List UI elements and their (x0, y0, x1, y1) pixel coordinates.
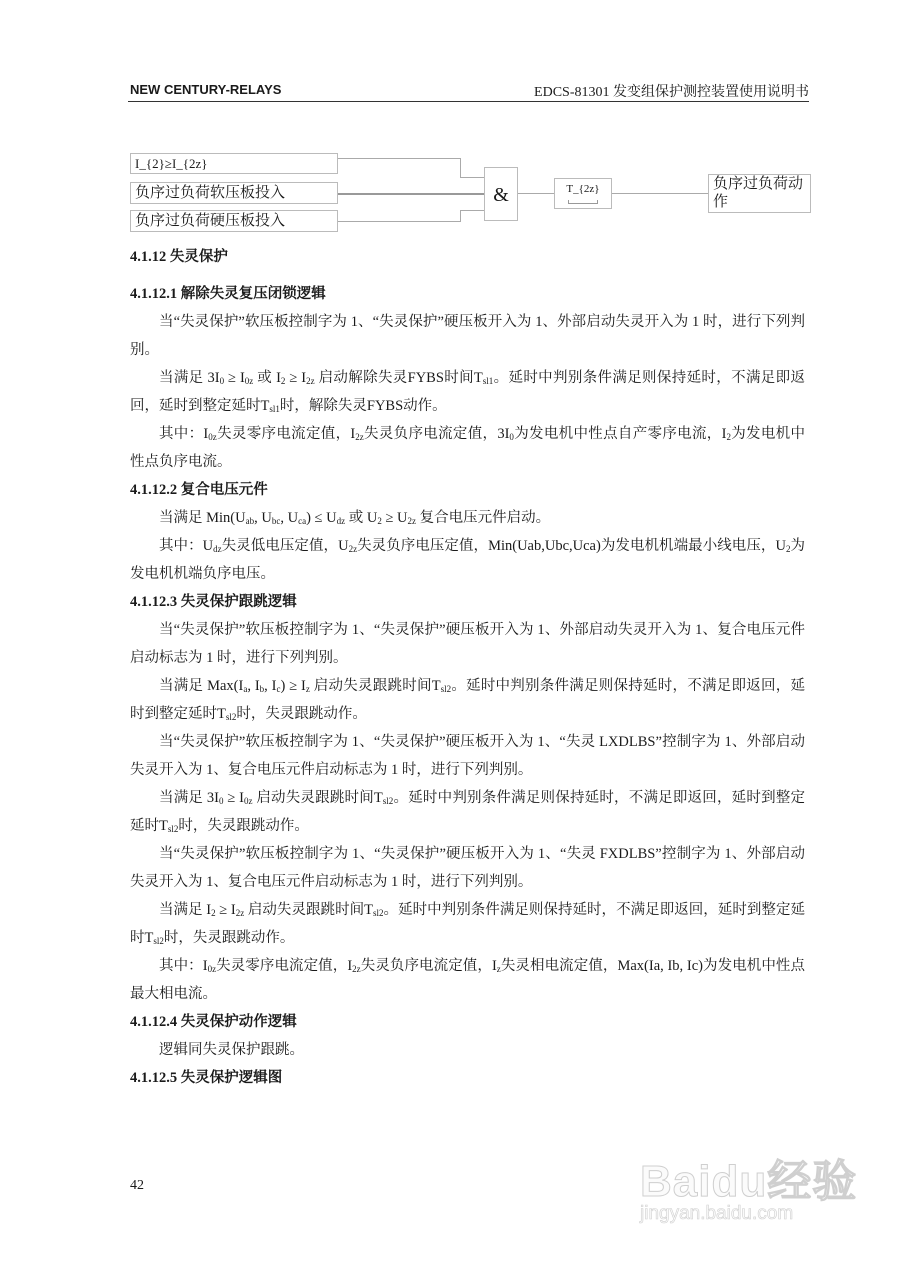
paragraph: 当满足 $Max(I_a$, $I_b$, $I_c) \ge I_z$ 启动失灵跟跳时间$T_{sl2}$。延时中判别条件满足则保持延时，不满足即返回，延时到整定延时$T_{sl2}$时，失灵跟跳动作。 (130, 678, 805, 722)
section-heading: 4.1.12.2 复合电压元件 (130, 482, 268, 498)
diagram-input-2: 负序过负荷软压板投入 (130, 182, 338, 204)
paragraph: 当“失灵保护”软压板控制字为 1、“失灵保护”硬压板开入为 1、外部启动失灵开入为 1 时，进行下列判别。 (130, 314, 805, 358)
paragraph: 其中：$I_{0z}$失灵零序电流定值，$I_{2z}$失灵负序电流定值，$3I_0$为发电机中性点自产零序电流，$I_2$为发电机中性点负序电流。 (130, 426, 805, 470)
section-heading: 4.1.12.1 解除失灵复压闭锁逻辑 (130, 286, 326, 302)
header-manual-title: EDCS-81301 发变组保护测控装置使用说明书 (534, 85, 809, 100)
wire (518, 193, 554, 194)
paragraph: 当“失灵保护”软压板控制字为 1、“失灵保护”硬压板开入为 1、“失灵 LXDLBS”控制字为 1、外部启动失灵开入为 1、复合电压元件启动标志为 1 时，进行下列判别。 (130, 734, 805, 778)
paragraph: 当满足 $I_2 \ge I_{2z}$ 启动失灵跟跳时间$T_{sl2}$。延时中判别条件满足则保持延时，不满足即返回，延时到整定延时$T_{sl2}$时，失灵跟跳动作。 (130, 902, 805, 946)
wire (460, 210, 461, 222)
wire (460, 210, 484, 211)
wire (338, 221, 461, 222)
logic-diagram (0, 0, 905, 250)
diagram-input-1: I_{2}≥I_{2z} (130, 153, 338, 174)
watermark-url: jingyan.baidu.com (640, 1203, 794, 1224)
wire (460, 158, 461, 177)
document-body (130, 243, 805, 1092)
paragraph: 当满足 $3I_0 \ge I_{0z}$ 或 $I_2 \ge I_{2z}$ 启动解除失灵FYBS时间$T_{sl1}$。延时中判别条件满足则保持延时，不满足即返回，延时到整定延时$T_{sl1}$时，解除失灵FYBS动作。 (130, 370, 805, 414)
timer-block (554, 178, 612, 209)
section-heading: 4.1.12.4 失灵保护动作逻辑 (130, 1014, 297, 1030)
diagram-input-3: 负序过负荷硬压板投入 (130, 210, 338, 232)
paragraph: 当满足 $Min(U_{ab}$, $U_{bc}$, $U_{ca}) \le U_{dz}$ 或 $U_2 \ge U_{2z}$ 复合电压元件启动。 (159, 510, 551, 526)
baidu-watermark (640, 1145, 880, 1235)
paragraph: 其中：$U_{dz}$失灵低电压定值，$U_{2z}$失灵负序电压定值，Min(Uab,Ubc,Uca)为发电机机端最小线电压，$U_2$为发电机机端负序电压。 (130, 538, 805, 582)
section-heading: 4.1.12 失灵保护 (130, 249, 228, 265)
diagram-output: 负序过负荷动作 (708, 174, 811, 213)
wire (338, 158, 461, 159)
timer-label: T_{2z} (566, 183, 600, 195)
paragraph: 其中：$I_{0z}$失灵零序电流定值，$I_{2z}$失灵负序电流定值，$I_z$失灵相电流定值，Max(Ia, Ib, Ic)为发电机中性点最大相电流。 (130, 958, 806, 1002)
section-heading: 4.1.12.5 失灵保护逻辑图 (130, 1070, 283, 1086)
section-heading: 4.1.12.3 失灵保护跟跳逻辑 (130, 594, 297, 610)
wire (338, 193, 484, 195)
wire (612, 193, 708, 194)
paragraph: 当满足 $3I_0 \ge I_{0z}$ 启动失灵跟跳时间$T_{sl2}$。延时中判别条件满足则保持延时，不满足即返回，延时到整定延时$T_{sl2}$时，失灵跟跳动作。 (130, 790, 805, 834)
and-gate: & (484, 167, 518, 221)
page-number: 42 (130, 1178, 144, 1193)
watermark-logo: Baidu经验 (640, 1157, 858, 1206)
timer-symbol (568, 200, 598, 204)
paragraph: 逻辑同失灵保护跟跳。 (159, 1042, 304, 1058)
wire (460, 177, 484, 178)
paragraph: 当“失灵保护”软压板控制字为 1、“失灵保护”硬压板开入为 1、“失灵 FXDLBS”控制字为 1、外部启动失灵开入为 1、复合电压元件启动标志为 1 时，进行下列判别。 (130, 846, 805, 890)
header-company: NEW CENTURY-RELAYS (130, 82, 282, 97)
paragraph: 当“失灵保护”软压板控制字为 1、“失灵保护”硬压板开入为 1、外部启动失灵开入为 1、复合电压元件启动标志为 1 时，进行下列判别。 (130, 622, 805, 666)
